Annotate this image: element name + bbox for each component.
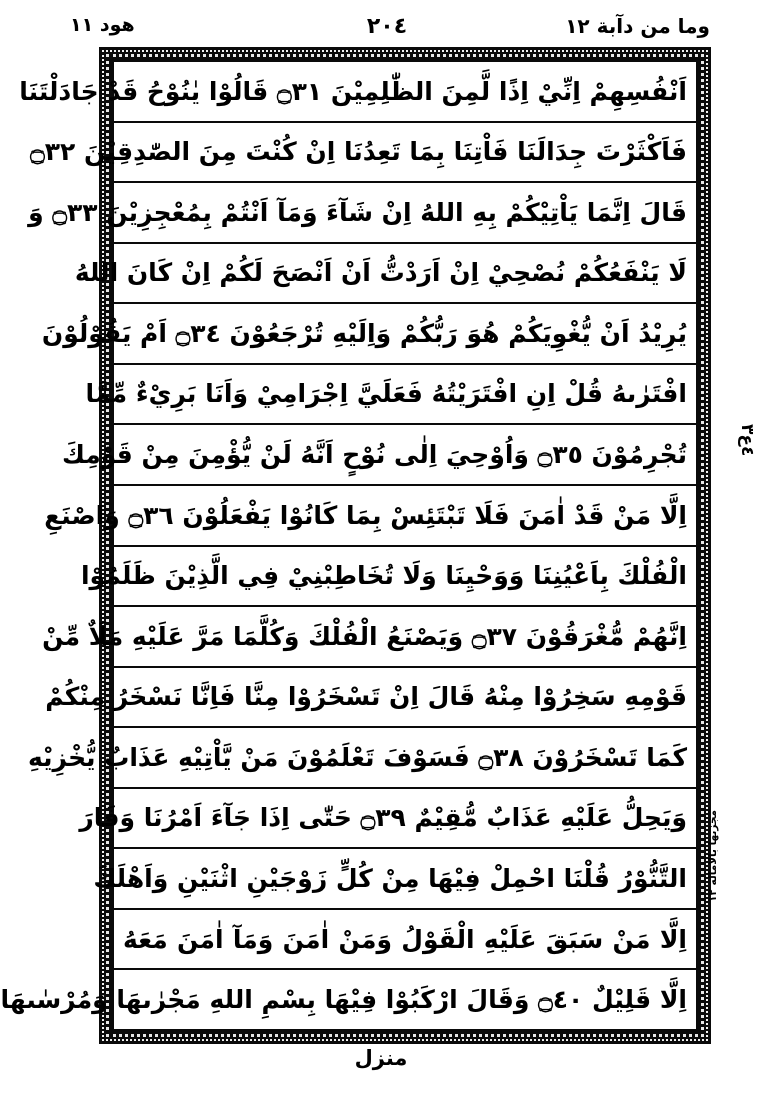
quran-line-text: لَا يَنْفَعُكُمْ نُصْحِيْ اِنْ اَرَدْتُّ اَنْ اَنْصَحَ لَكُمْ اِنْ كَانَ اللهُ	[74, 258, 687, 288]
margin-note: مجرٰىها بالاماله ١٢	[707, 810, 719, 903]
quran-line-text: اِلَّا مَنْ سَبَقَ عَلَيْهِ الْقَوْلُ وَمَنْ اٰمَنَ وَمَآ اٰمَنَ مَعَهُ	[123, 924, 687, 954]
quran-line-text: كَمَا تَسْخَرُوْنَ ۝٣٨ فَسَوْفَ تَعْلَمُوْنَ مَنْ يَّاْتِيْهِ عَذَابٌ يُّخْزِيْهِ	[28, 742, 687, 772]
quran-line	[28, 728, 696, 789]
quran-line	[44, 486, 696, 547]
quran-page-frame	[0, 47, 711, 1044]
surah-name-label: هود ١١	[70, 14, 135, 36]
quran-line-text: افْتَرٰىهُ قُلْ اِنِ افْتَرَيْتُهُ فَعَلَيَّ اِجْرَامِيْ وَاَنَا بَرِيْءٌ مِّمَّا	[85, 379, 687, 409]
quran-line-text: تُجْرِمُوْنَ ۝٣٥ وَاُوْحِيَ اِلٰى نُوْحٍ اَنَّهُ لَنْ يُّؤْمِنَ مِنْ قَوْمِكَ	[61, 440, 687, 470]
quran-line	[79, 789, 696, 850]
quran-line	[19, 62, 696, 123]
quran-line	[74, 244, 696, 305]
quran-line-text: قَوْمِهِ سَخِرُوْا مِنْهُ قَالَ اِنْ تَسْخَرُوْا مِنَّا فَاِنَّا نَسْخَرُ مِنْكُمْ	[45, 682, 687, 712]
juz-name-label: وما من دآبة ١٢	[565, 14, 710, 38]
quran-text-block	[0, 62, 696, 1029]
quran-line-text: اِلَّا قَلِيْلٌ ۝٤٠ وَقَالَ ارْكَبُوْا فِيْهَا بِسْمِ اللهِ مَجْرٰىهَا وَمُرْسٰىهَا	[0, 985, 687, 1015]
page-number: ٢٠٤	[366, 14, 408, 39]
quran-line-text: الْفُلْكَ بِاَعْيُنِنَا وَوَحْيِنَا وَلَا تُخَاطِبْنِيْ فِي الَّذِيْنَ ظَلَمُوْا	[80, 561, 687, 591]
quran-line-text: اِنَّهُمْ مُّغْرَقُوْنَ ۝٣٧ وَيَصْنَعُ الْفُلْكَ وَكُلَّمَا مَرَّ عَلَيْهِ مَلَاٌ مِّنْ	[42, 621, 687, 651]
quran-line	[28, 183, 696, 244]
quran-line-text: اَنْفُسِهِمْ اِنِّيْ اِذًا لَّمِنَ الظّٰلِمِيْنَ ۝٣١ قَالُوْا يٰنُوْحُ قَدْ جَادَلْتَنَا	[19, 76, 687, 106]
quran-line	[80, 547, 696, 608]
quran-line-text: قَالَ اِنَّمَا يَاْتِيْكُمْ بِهِ اللهُ اِنْ شَآءَ وَمَآ اَنْتُمْ بِمُعْجِزِيْنَ ۝٣٣ وَ	[28, 197, 687, 227]
quran-line	[114, 910, 696, 971]
quran-line	[45, 668, 696, 729]
quran-line	[41, 304, 696, 365]
quran-line	[61, 425, 696, 486]
quran-line-text: اِلَّا مَنْ قَدْ اٰمَنَ فَلَا تَبْتَئِسْ بِمَا كَانُوْا يَفْعَلُوْنَ ۝٣٦ وَاصْنَعِ	[44, 500, 687, 530]
quran-line	[93, 849, 696, 910]
quran-line-text: التَّنُّوْرُ قُلْنَا احْمِلْ فِيْهَا مِنْ كُلٍّ زَوْجَيْنِ اثْنَيْنِ وَاَهْلَكَ	[93, 863, 687, 893]
quran-line	[42, 607, 696, 668]
quran-line	[0, 970, 696, 1029]
quran-line	[30, 123, 696, 184]
ruku-marker: ٤ع٣	[737, 424, 757, 457]
quran-line-text: وَيَحِلُّ عَلَيْهِ عَذَابٌ مُّقِيْمٌ ۝٣٩ حَتّٰى اِذَا جَآءَ اَمْرُنَا وَفَارَ	[79, 803, 687, 833]
quran-line	[85, 365, 696, 426]
quran-line-text: يُرِيْدُ اَنْ يُّغْوِيَكُمْ هُوَ رَبُّكُمْ وَاِلَيْهِ تُرْجَعُوْنَ ۝٣٤ اَمْ يَقُوْلُوْنَ	[41, 318, 687, 348]
quran-line-text: فَاَكْثَرْتَ جِدَالَنَا فَاْتِنَا بِمَا تَعِدُنَا اِنْ كُنْتَ مِنَ الصّٰدِقِيْنَ ۝٣٢	[30, 137, 687, 167]
manzil-label: منزل	[354, 1046, 408, 1070]
